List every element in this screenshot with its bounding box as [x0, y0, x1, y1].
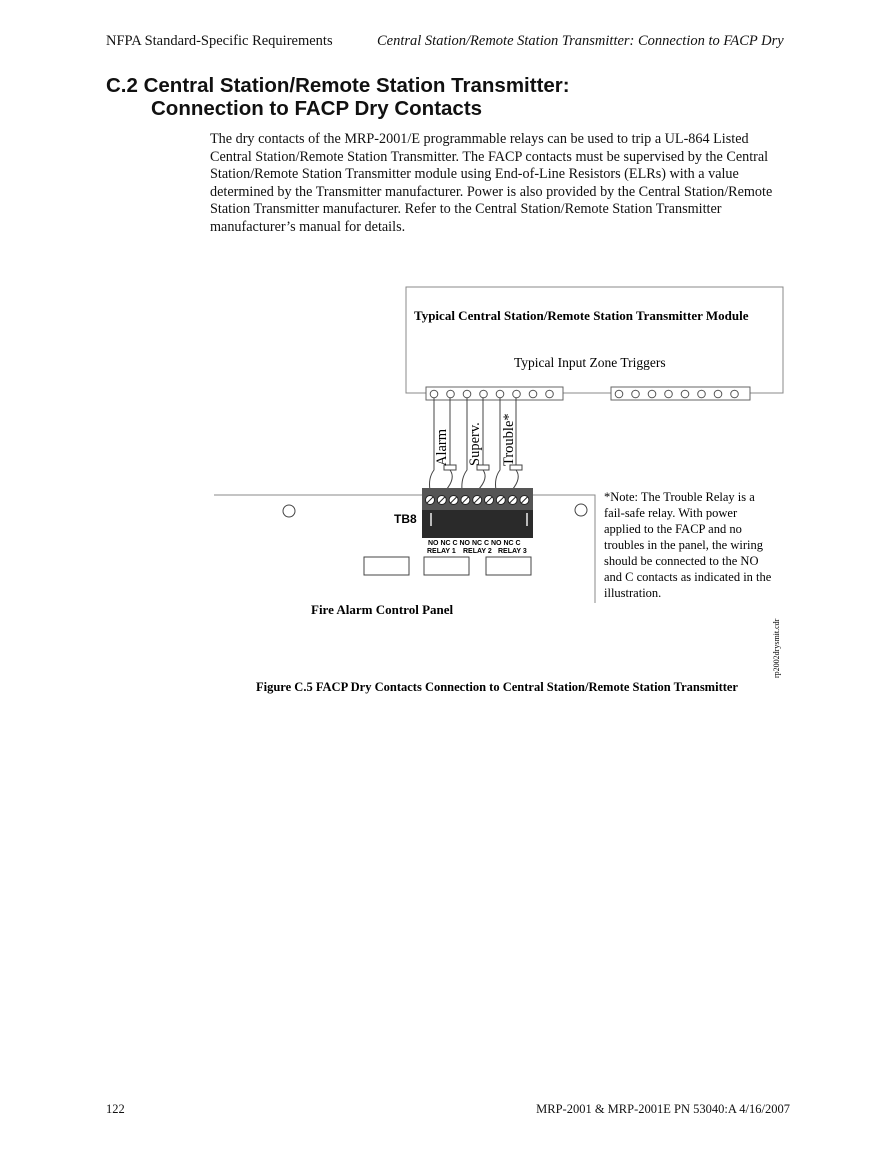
running-header-right: Central Station/Remote Station Transmitter: Connection to FACP Dry [377, 33, 784, 49]
mounting-hole-left [283, 505, 295, 517]
input-terminal [681, 390, 689, 398]
doc-id: MRP-2001 & MRP-2001E PN 53040:A 4/16/2007 [536, 1102, 790, 1116]
input-terminal [714, 390, 722, 398]
note-line: fail-safe relay. With power [604, 506, 738, 520]
input-terminal [698, 390, 706, 398]
input-terminal [447, 390, 455, 398]
input-terminal [529, 390, 537, 398]
input-terminal [513, 390, 521, 398]
input-terminal [648, 390, 656, 398]
wire [496, 398, 501, 490]
transmitter-module-box [406, 287, 783, 393]
wire-label-trouble: Trouble* [501, 413, 517, 466]
input-triggers-label: Typical Input Zone Triggers [514, 355, 666, 370]
body-line: determined by the Transmitter manufacturer. Power is also provided by the Central Station/Remote [210, 183, 773, 200]
input-terminal [615, 390, 623, 398]
wire [512, 470, 518, 490]
mounting-hole-right [575, 504, 587, 516]
input-terminal [632, 390, 640, 398]
note-line: should be connected to the NO [604, 554, 759, 568]
figure-caption: Figure C.5 FACP Dry Contacts Connection to Central Station/Remote Station Transmitter [255, 680, 739, 694]
input-terminal [463, 390, 471, 398]
wire [446, 470, 452, 490]
panel-component-3 [486, 557, 531, 575]
tb8-label: TB8 [394, 512, 417, 526]
input-terminal [496, 390, 504, 398]
body-line: Station Transmitter manufacturer. Refer to the Central Station/Remote Station Transmitter [210, 201, 722, 218]
page-number: 122 [106, 1102, 125, 1116]
trouble-relay-note [604, 490, 772, 600]
body-line: manufacturer’s manual for details. [210, 218, 406, 235]
section-title-line1: C.2 Central Station/Remote Station Transmitter: [106, 74, 570, 97]
wire-label-superv: Superv. [467, 422, 483, 466]
wire-label-alarm: Alarm [434, 428, 450, 466]
body-line: Station/Remote Station Transmitter module using End-of-Line Resistors (ELRs) with a value [210, 166, 739, 183]
panel-component-1 [364, 557, 409, 575]
input-terminal [665, 390, 673, 398]
note-line: illustration. [604, 586, 662, 600]
relay3-label: RELAY 3 [498, 548, 527, 555]
body-line: Central Station/Remote Station Transmitter. The FACP contacts must be supervised by the Central [210, 148, 769, 165]
module-title: Typical Central Station/Remote Station Transmitter Module [414, 308, 749, 323]
contact-labels: NO NC C NO NC C NO NC C [428, 540, 521, 547]
note-line: troubles in the panel, the wiring [604, 538, 763, 552]
input-terminal [546, 390, 554, 398]
note-line: applied to the FACP and no [604, 522, 742, 536]
wire [478, 470, 485, 490]
input-terminal [731, 390, 739, 398]
relay1-label: RELAY 1 [427, 548, 456, 555]
section-title-line2: Connection to FACP Dry Contacts [151, 97, 483, 120]
running-header-left: NFPA Standard-Specific Requirements [106, 33, 333, 49]
body-line: The dry contacts of the MRP-2001/E programmable relays can be used to trip a UL-864 Listed [210, 131, 749, 147]
panel-label: Fire Alarm Control Panel [311, 602, 454, 617]
input-terminal [480, 390, 488, 398]
note-line: *Note: The Trouble Relay is a [604, 490, 755, 504]
panel-component-2 [424, 557, 469, 575]
relay2-label: RELAY 2 [463, 548, 492, 555]
file-tag: rp2002drysmit.cdr [772, 618, 781, 678]
note-line: and C contacts as indicated in the [604, 570, 772, 584]
input-terminal [430, 390, 438, 398]
